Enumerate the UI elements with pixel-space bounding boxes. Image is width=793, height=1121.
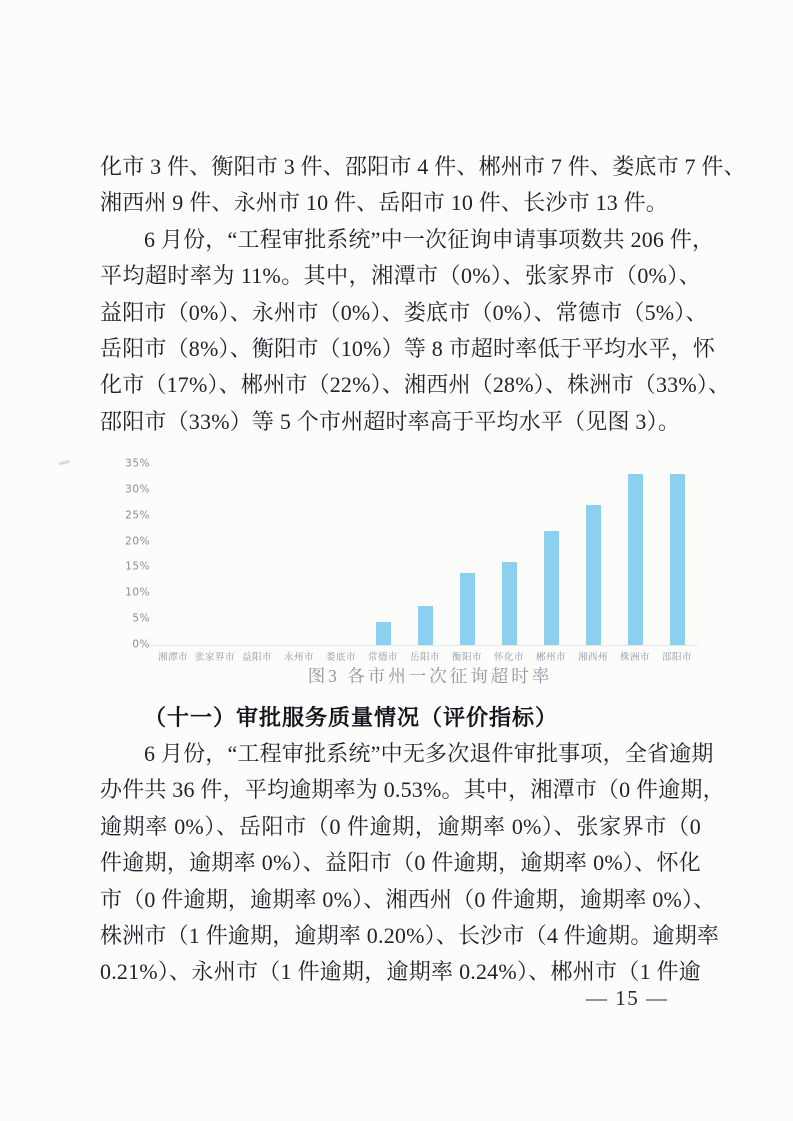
chart-bar bbox=[670, 474, 685, 645]
text-line: 市（0 件逾期，逾期率 0%）、湘西州（0 件逾期，逾期率 0%）、 bbox=[100, 886, 716, 912]
text-line: 湘西州 9 件、永州市 10 件、岳阳市 10 件、长沙市 13 件。 bbox=[100, 190, 669, 216]
chart-bar-slot bbox=[404, 464, 446, 645]
text-line: 件逾期，逾期率 0%）、益阳市（0 件逾期，逾期率 0%）、怀化 bbox=[100, 850, 701, 876]
x-axis-label: 岳阳市 bbox=[409, 652, 440, 663]
chart-x-axis-labels bbox=[152, 649, 698, 663]
chart-bar bbox=[376, 622, 391, 645]
x-axis-label: 怀化市 bbox=[493, 652, 524, 663]
x-axis-label: 永州市 bbox=[283, 652, 314, 663]
chart-bar-slot bbox=[530, 464, 572, 645]
x-axis-label: 湘西州 bbox=[577, 652, 608, 663]
y-axis-tick-label: 30% bbox=[125, 483, 150, 496]
text-line: 平均超时率为 11%。其中，湘潭市（0%）、张家界市（0%）、 bbox=[100, 263, 701, 289]
x-axis-label: 常德市 bbox=[367, 652, 398, 663]
x-axis-label: 娄底市 bbox=[325, 652, 356, 663]
paragraph-city-counts bbox=[100, 149, 746, 222]
text-line: 0.21%）、永州市（1 件逾期，逾期率 0.24%）、郴州市（1 件逾 bbox=[100, 959, 701, 985]
chart-bar-slot bbox=[194, 464, 236, 645]
chart-bar bbox=[418, 606, 433, 645]
y-axis-tick-label: 25% bbox=[125, 509, 150, 522]
chart-bar-slot bbox=[488, 464, 530, 645]
y-axis-tick-label: 35% bbox=[125, 457, 150, 470]
chart-bar-slot bbox=[446, 464, 488, 645]
bar-chart-figure bbox=[125, 452, 732, 694]
y-axis-tick-label: 10% bbox=[125, 586, 150, 599]
chart-caption: 图3 各市州一次征询超时率 bbox=[307, 666, 553, 686]
paragraph-inquiry-overtime bbox=[100, 222, 731, 440]
x-axis-label: 株洲市 bbox=[619, 652, 650, 663]
page-number: — 15 — bbox=[586, 986, 669, 1010]
y-axis-tick-label: 5% bbox=[132, 612, 150, 625]
scan-artifact bbox=[59, 460, 70, 466]
text-line: 化市 3 件、衡阳市 3 件、邵阳市 4 件、郴州市 7 件、娄底市 7 件、 bbox=[100, 154, 746, 179]
chart-bar-slot bbox=[236, 464, 278, 645]
chart-bar-slot bbox=[614, 464, 656, 645]
section-block bbox=[100, 700, 725, 991]
x-axis-label: 郴州市 bbox=[535, 652, 566, 663]
x-axis-label: 张家界市 bbox=[194, 652, 235, 663]
chart-bar bbox=[460, 573, 475, 645]
y-axis-tick-label: 15% bbox=[125, 560, 150, 573]
text-line: 逾期率 0%）、岳阳市（0 件逾期，逾期率 0%）、张家界市（0 bbox=[100, 813, 701, 839]
chart-y-axis bbox=[125, 457, 150, 651]
paragraph-approval-quality bbox=[100, 736, 725, 991]
text-line: 株洲市（1 件逾期，逾期率 0.20%）、长沙市（4 件逾期。逾期率 bbox=[100, 922, 720, 948]
chart-bar-slot bbox=[362, 464, 404, 645]
text-line: 邵阳市（33%）等 5 个市州超时率高于平均水平（见图 3）。 bbox=[100, 408, 681, 434]
chart-bar bbox=[586, 505, 601, 645]
y-axis-tick-label: 0% bbox=[132, 638, 150, 651]
upper-text-block bbox=[100, 149, 746, 440]
section-heading: （十一）审批服务质量情况（评价指标） bbox=[144, 705, 559, 730]
text-line: 6 月份，“工程审批系统”中无多次退件审批事项，全省逾期 bbox=[144, 741, 714, 766]
chart-bar-slot bbox=[278, 464, 320, 645]
chart-bar-slot bbox=[656, 464, 698, 645]
text-line: 办件共 36 件，平均逾期率为 0.53%。其中，湘潭市（0 件逾期， bbox=[100, 777, 725, 803]
x-axis-label: 衡阳市 bbox=[451, 652, 482, 663]
chart-bar bbox=[502, 562, 517, 645]
x-axis-label: 湘潭市 bbox=[157, 652, 188, 663]
chart-bar-slot bbox=[152, 464, 194, 645]
text-line: 化市（17%）、郴州市（22%）、湘西州（28%）、株洲市（33%）、 bbox=[100, 372, 731, 398]
y-axis-tick-label: 20% bbox=[125, 535, 150, 548]
text-line: 益阳市（0%）、永州市（0%）、娄底市（0%）、常德市（5%）、 bbox=[100, 299, 708, 325]
chart-bar bbox=[628, 474, 643, 645]
x-axis-label: 邵阳市 bbox=[661, 652, 692, 663]
chart-plot bbox=[152, 464, 698, 646]
chart-bar-slot bbox=[572, 464, 614, 645]
chart-bar-slot bbox=[320, 464, 362, 645]
chart-bar bbox=[544, 531, 559, 645]
text-line: 6 月份，“工程审批系统”中一次征询申请事项数共 206 件， bbox=[144, 226, 715, 252]
text-line: 岳阳市（8%）、衡阳市（10%）等 8 市超时率低于平均水平，怀 bbox=[100, 335, 716, 361]
x-axis-label: 益阳市 bbox=[241, 652, 272, 663]
